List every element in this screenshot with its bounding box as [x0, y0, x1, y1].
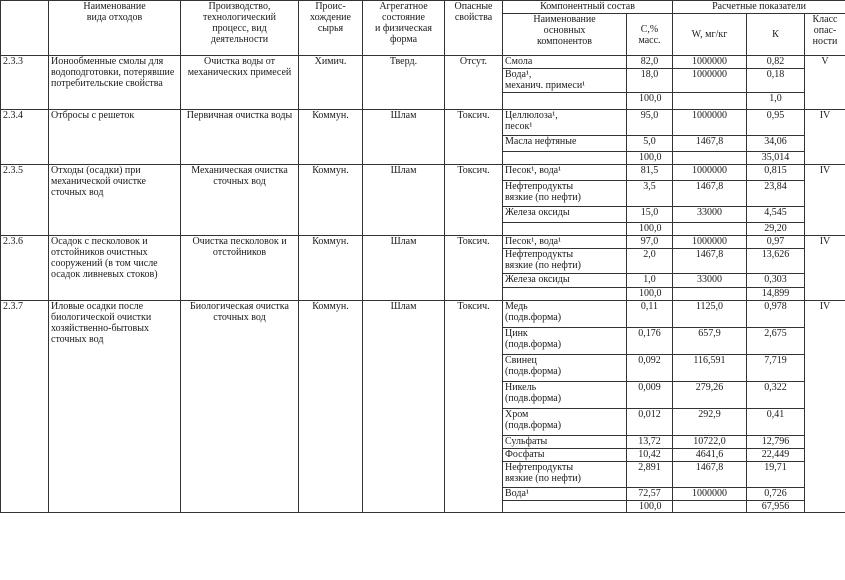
total-k: 67,956	[747, 501, 805, 513]
group-origin: Коммун.	[299, 236, 363, 301]
component-k: 19,71	[747, 462, 805, 488]
component-name: Песок¹, вода¹	[503, 165, 627, 181]
group-state: Шлам	[363, 165, 445, 236]
group-state: Шлам	[363, 110, 445, 165]
component-w: 1000000	[673, 488, 747, 501]
component-w: 1000000	[673, 110, 747, 136]
component-name: Нефтепродукты вязкие (по нефти)	[503, 249, 627, 274]
group-name: Отходы (осадки) при механической очистке сточных вод	[49, 165, 181, 236]
group-code: 2.3.6	[1, 236, 49, 301]
component-w: 1000000	[673, 56, 747, 69]
component-name: Цинк (подв.форма)	[503, 328, 627, 355]
component-k: 34,06	[747, 136, 805, 152]
component-w: 657,9	[673, 328, 747, 355]
group-name: Отбросы с решеток	[49, 110, 181, 165]
component-c: 0,009	[627, 382, 673, 409]
total-c: 100,0	[627, 152, 673, 165]
component-c: 18,0	[627, 69, 673, 93]
header-concentration: С,% масс.	[627, 14, 673, 56]
component-name: Масла нефтяные	[503, 136, 627, 152]
table-body	[1, 56, 845, 513]
component-w: 1000000	[673, 236, 747, 249]
total-empty	[503, 288, 627, 301]
group-hazard: Токсич.	[445, 165, 503, 236]
component-c: 0,092	[627, 355, 673, 382]
component-name: Сульфаты	[503, 436, 627, 449]
component-k: 0,726	[747, 488, 805, 501]
component-c: 5,0	[627, 136, 673, 152]
component-name: Железа оксиды	[503, 274, 627, 288]
component-k: 0,303	[747, 274, 805, 288]
total-k: 35,014	[747, 152, 805, 165]
component-w: 4641,6	[673, 449, 747, 462]
group-origin: Коммун.	[299, 165, 363, 236]
group-name: Иловые осадки после биологической очистки хозяйственно-бытовых сточных вод	[49, 301, 181, 513]
component-c: 0,176	[627, 328, 673, 355]
group-class: IV	[805, 236, 845, 301]
component-c: 2,891	[627, 462, 673, 488]
component-c: 95,0	[627, 110, 673, 136]
component-name: Медь (подв.форма)	[503, 301, 627, 328]
group-code: 2.3.4	[1, 110, 49, 165]
total-k: 29,20	[747, 223, 805, 236]
component-w: 1000000	[673, 165, 747, 181]
component-name: Вода¹	[503, 488, 627, 501]
component-c: 1,0	[627, 274, 673, 288]
component-w: 1125,0	[673, 301, 747, 328]
component-k: 0,82	[747, 56, 805, 69]
component-w: 33000	[673, 274, 747, 288]
group-hazard: Токсич.	[445, 236, 503, 301]
header-component-name: Наименование основных компонентов	[503, 14, 627, 56]
component-w: 1467,8	[673, 249, 747, 274]
component-w: 33000	[673, 207, 747, 223]
group-origin: Коммун.	[299, 110, 363, 165]
table-row	[1, 110, 845, 136]
header-hazard: Опасные свойства	[445, 1, 503, 56]
component-name: Хром (подв.форма)	[503, 409, 627, 436]
table-row	[1, 165, 845, 181]
component-k: 0,41	[747, 409, 805, 436]
group-name: Ионообменные смолы для водоподготовки, потерявшие потребительские свойства	[49, 56, 181, 110]
total-w-empty	[673, 93, 747, 110]
header-calc: Расчетные показатели	[673, 1, 845, 14]
component-name: Вода¹, механич. примеси¹	[503, 69, 627, 93]
header-code	[1, 1, 49, 56]
group-origin: Коммун.	[299, 301, 363, 513]
table-row	[1, 56, 845, 69]
group-class: IV	[805, 110, 845, 165]
total-empty	[503, 93, 627, 110]
group-name: Осадок с песколовок и отстойников очистных сооружений (в том числе осадок ливневых стоков)	[49, 236, 181, 301]
component-name: Свинец (подв.форма)	[503, 355, 627, 382]
component-k: 13,626	[747, 249, 805, 274]
total-w-empty	[673, 501, 747, 513]
total-w-empty	[673, 223, 747, 236]
header-process: Производство, технологический процесс, вид деятельности	[181, 1, 299, 56]
component-c: 10,42	[627, 449, 673, 462]
component-name: Железа оксиды	[503, 207, 627, 223]
total-empty	[503, 501, 627, 513]
table-row	[1, 301, 845, 328]
header-w: W, мг/кг	[673, 14, 747, 56]
group-state: Тверд.	[363, 56, 445, 110]
component-w: 10722,0	[673, 436, 747, 449]
group-hazard: Отсут.	[445, 56, 503, 110]
component-c: 15,0	[627, 207, 673, 223]
header-origin: Проис- хождение сырья	[299, 1, 363, 56]
component-k: 0,322	[747, 382, 805, 409]
group-state: Шлам	[363, 236, 445, 301]
group-class: V	[805, 56, 845, 110]
component-w: 1467,8	[673, 462, 747, 488]
component-name: Фосфаты	[503, 449, 627, 462]
component-k: 22,449	[747, 449, 805, 462]
group-state: Шлам	[363, 301, 445, 513]
component-c: 2,0	[627, 249, 673, 274]
total-w-empty	[673, 152, 747, 165]
component-w: 1000000	[673, 69, 747, 93]
table-row	[1, 236, 845, 249]
component-c: 13,72	[627, 436, 673, 449]
header-composition: Компонентный состав	[503, 1, 673, 14]
component-c: 81,5	[627, 165, 673, 181]
total-c: 100,0	[627, 223, 673, 236]
component-name: Нефтепродукты вязкие (по нефти)	[503, 181, 627, 207]
total-c: 100,0	[627, 288, 673, 301]
component-c: 72,57	[627, 488, 673, 501]
total-w-empty	[673, 288, 747, 301]
component-k: 0,97	[747, 236, 805, 249]
component-k: 7,719	[747, 355, 805, 382]
group-origin: Химич.	[299, 56, 363, 110]
component-name: Никель (подв.форма)	[503, 382, 627, 409]
component-w: 116,591	[673, 355, 747, 382]
header-class: Класс опас- ности	[805, 14, 845, 56]
group-code: 2.3.5	[1, 165, 49, 236]
group-hazard: Токсич.	[445, 301, 503, 513]
component-name: Смола	[503, 56, 627, 69]
component-w: 1467,8	[673, 136, 747, 152]
component-c: 3,5	[627, 181, 673, 207]
total-k: 14,899	[747, 288, 805, 301]
component-name: Нефтепродукты вязкие (по нефти)	[503, 462, 627, 488]
header-name: Наименование вида отходов	[49, 1, 181, 56]
component-k: 0,815	[747, 165, 805, 181]
component-k: 2,675	[747, 328, 805, 355]
header-k: К	[747, 14, 805, 56]
total-c: 100,0	[627, 93, 673, 110]
total-empty	[503, 152, 627, 165]
group-class: IV	[805, 165, 845, 236]
group-process: Очистка песколовок и отстойников	[181, 236, 299, 301]
total-empty	[503, 223, 627, 236]
component-c: 97,0	[627, 236, 673, 249]
total-k: 1,0	[747, 93, 805, 110]
component-k: 0,95	[747, 110, 805, 136]
component-w: 279,26	[673, 382, 747, 409]
component-name: Песок¹, вода¹	[503, 236, 627, 249]
group-process: Биологическая очистка сточных вод	[181, 301, 299, 513]
group-process: Очистка воды от механических примесей	[181, 56, 299, 110]
component-c: 0,11	[627, 301, 673, 328]
group-process: Механическая очистка сточных вод	[181, 165, 299, 236]
group-code: 2.3.3	[1, 56, 49, 110]
group-process: Первичная очистка воды	[181, 110, 299, 165]
group-class: IV	[805, 301, 845, 513]
component-k: 0,18	[747, 69, 805, 93]
component-w: 1467,8	[673, 181, 747, 207]
component-k: 23,84	[747, 181, 805, 207]
component-c: 0,012	[627, 409, 673, 436]
component-name: Целлюлоза¹, песок¹	[503, 110, 627, 136]
group-hazard: Токсич.	[445, 110, 503, 165]
component-c: 82,0	[627, 56, 673, 69]
group-code: 2.3.7	[1, 301, 49, 513]
total-c: 100,0	[627, 501, 673, 513]
component-k: 4,545	[747, 207, 805, 223]
component-k: 0,978	[747, 301, 805, 328]
component-k: 12,796	[747, 436, 805, 449]
header-state: Агрегатное состояние и физическая форма	[363, 1, 445, 56]
component-w: 292,9	[673, 409, 747, 436]
